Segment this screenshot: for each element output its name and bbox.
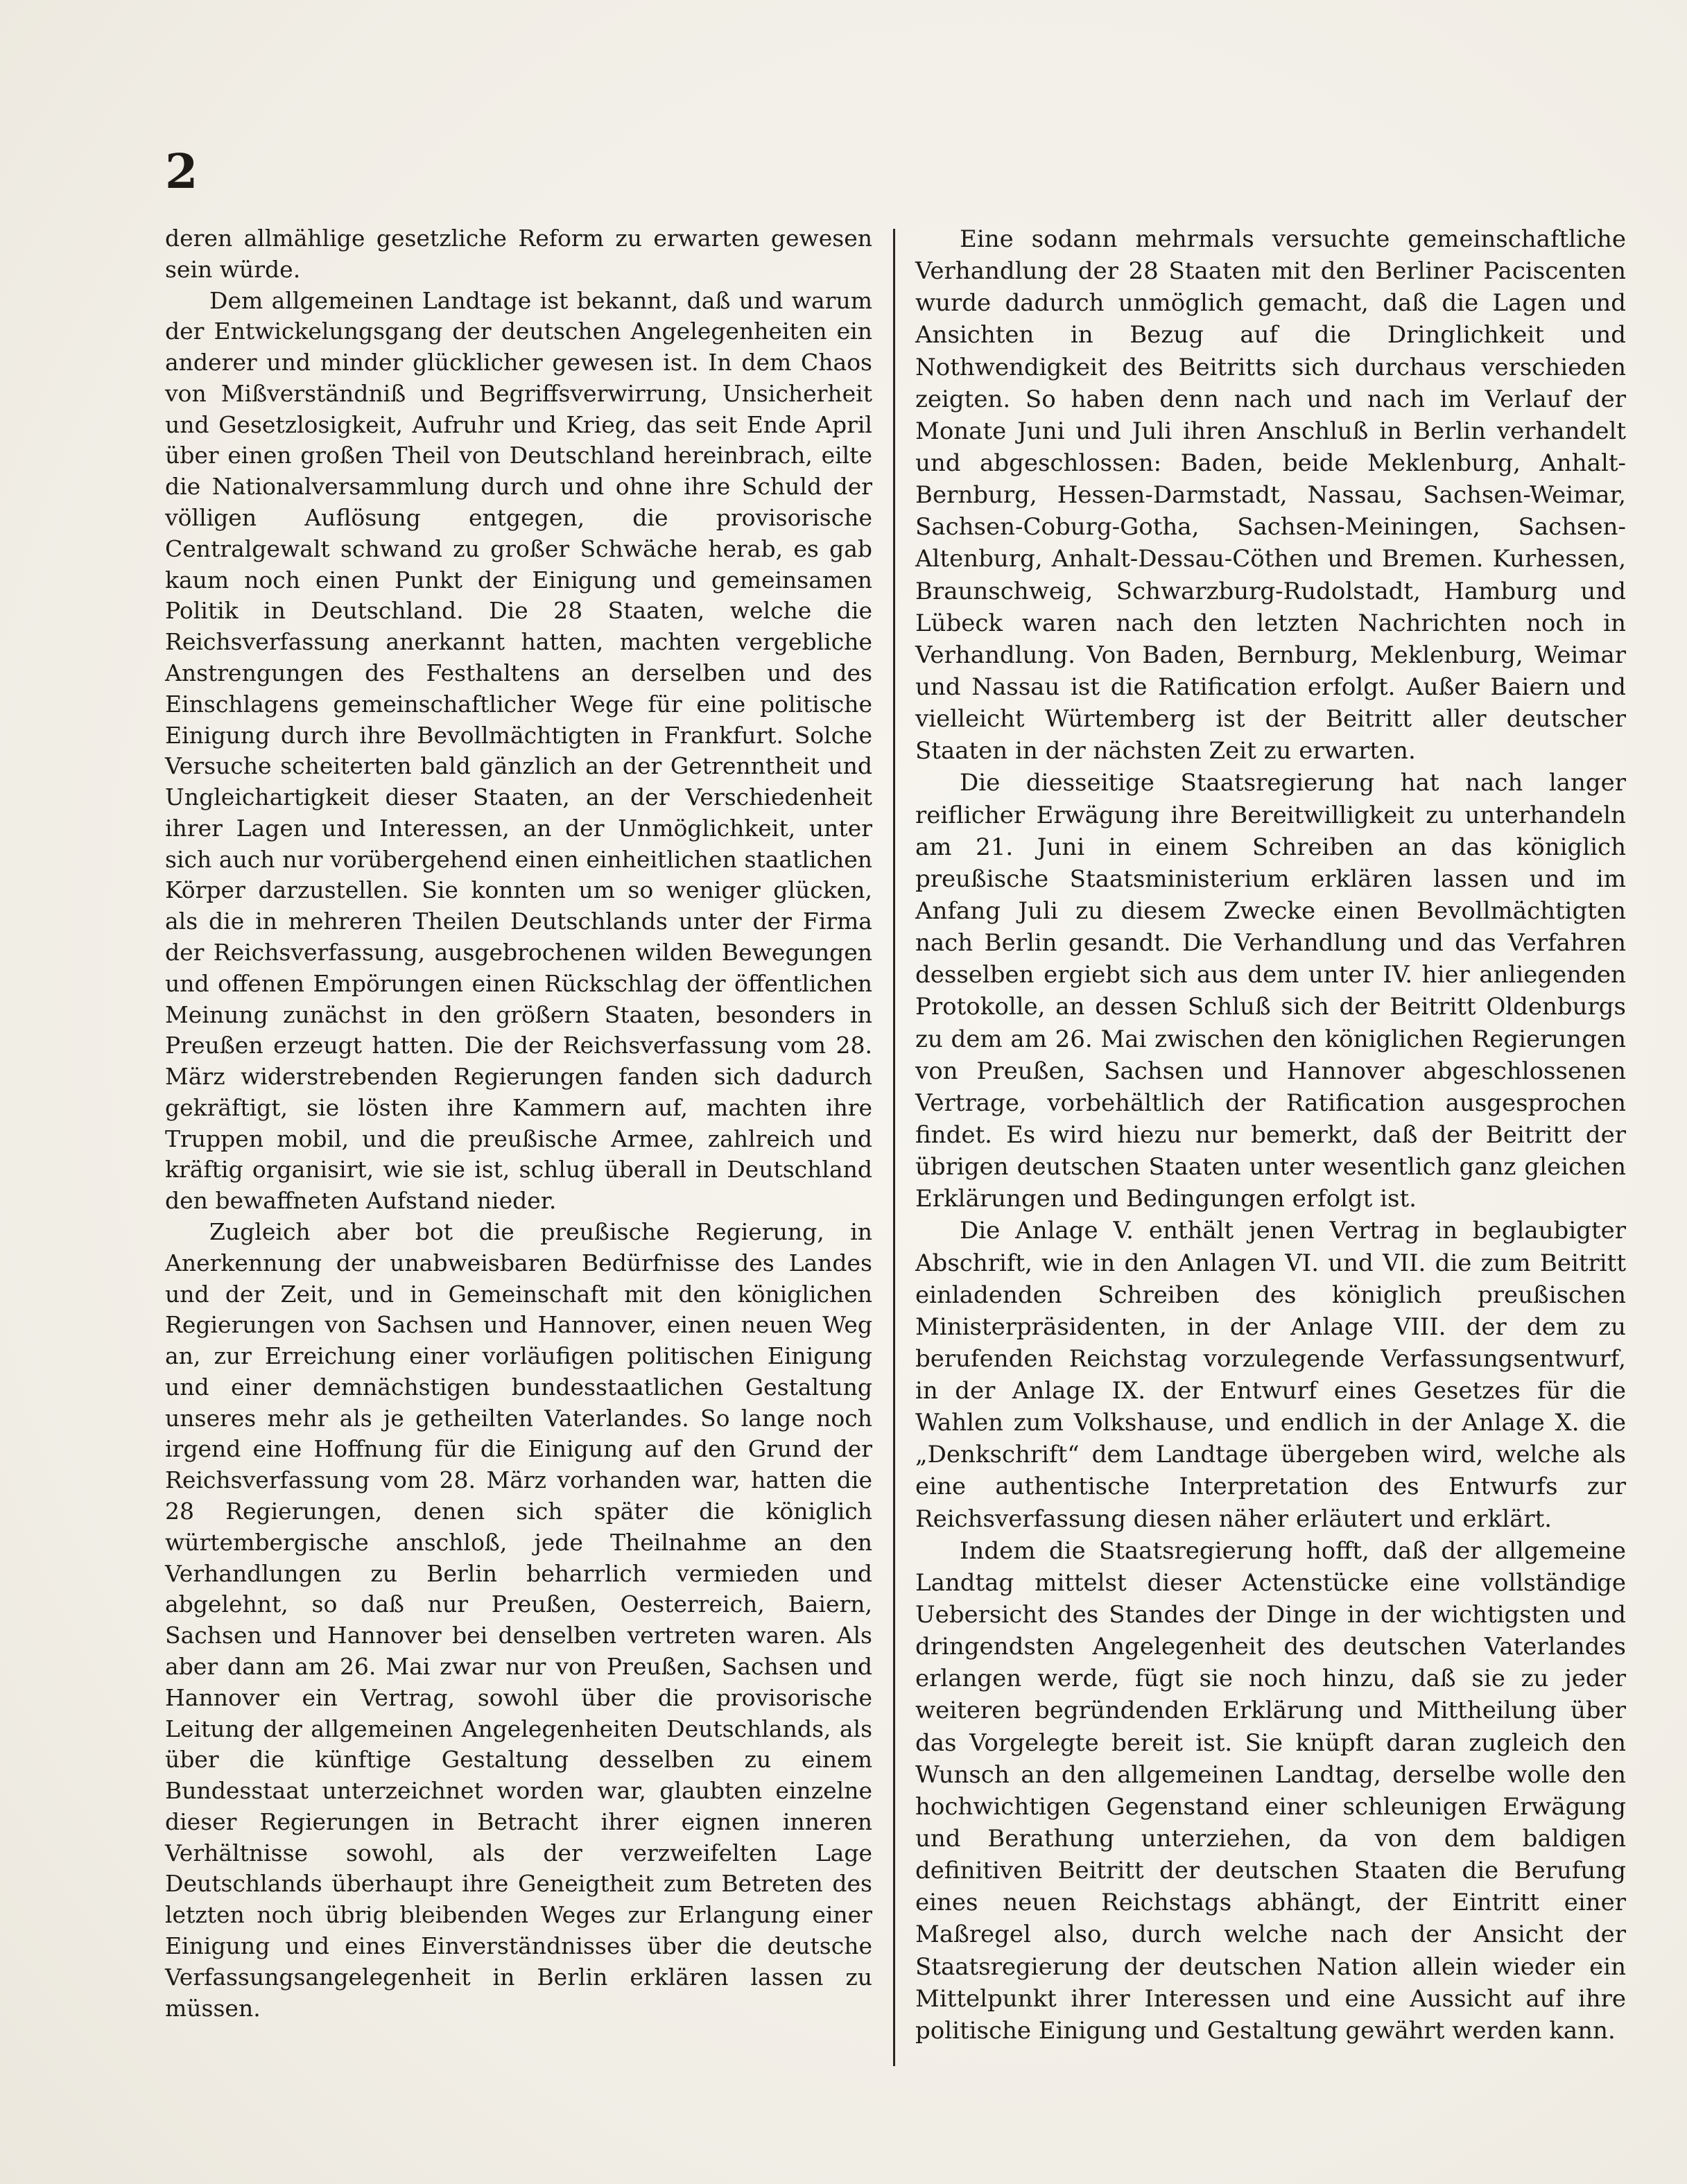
paragraph: Dem allgemeinen Landtage ist bekannt, daß und warum der Entwickelungsgang der deutschen Angelegenheiten ein anderer und minder glücklicher gewesen ist. In dem Chaos von Mißverständniß und Begriffsverwirrung, Unsicherheit und Gesetzlosigkeit, Aufruhr und Krieg, das seit Ende April über einen großen Theil von Deutschland hereinbrach, eilte die Nationalversammlung durch und ohne ihre Schuld der völligen Auflösung entgegen, die provisorische Centralgewalt schwand zu großer Schwäche herab, es gab kaum noch einen Punkt der Einigung und gemeinsamen Politik in Deutschland. Die 28 Staaten, welche die Reichsverfassung anerkannt hatten, machten vergebliche Anstrengungen des Festhaltens an derselben und des Einschlagens gemeinschaftlicher Wege für eine politische Einigung durch ihre Bevollmächtigten in Frankfurt. Solche Versuche scheiterten bald gänzlich an der Getrenntheit und Ungleichartigkeit dieser Staaten, an der Verschiedenheit ihrer Lagen und Interessen, an der Unmöglichkeit, unter sich auch nur vorübergehend einen einheitlichen staatlichen Körper darzustellen. Sie konnten um so weniger glücken, als die in mehreren Theilen Deutschlands unter der Firma der Reichsverfassung, ausgebrochenen wilden Bewegungen und offenen Empörungen einen Rückschlag der öffentlichen Meinung zunächst in den größern Staaten, besonders in Preußen erzeugt hatten. Die der Reichsverfassung vom 28. März widerstrebenden Regierungen fanden sich dadurch gekräftigt, sie lösten ihre Kammern auf, machten ihre Truppen mobil, und die preußische Armee, zahlreich und kräftig organisirt, wie sie ist, schlug überall in Deutschland den bewaffneten Aufstand nieder.	[165, 286, 872, 1215]
left-column	[165, 223, 872, 2024]
column-divider	[893, 229, 895, 2066]
paragraph: Eine sodann mehrmals versuchte gemeinschaftliche Verhandlung der 28 Staaten mit den Berliner Paciscenten wurde dadurch unmöglich gemacht, daß die Lagen und Ansichten in Bezug auf die Dringlichkeit und Nothwendigkeit des Beitritts sich durchaus verschieden zeigten. So haben denn nach und nach im Verlauf der Monate Juni und Juli ihren Anschluß in Berlin verhandelt und abgeschlossen: Baden, beide Meklenburg, Anhalt-Bernburg, Hessen-Darmstadt, Nassau, Sachsen-Weimar, Sachsen-Coburg-Gotha, Sachsen-Meiningen, Sachsen-Altenburg, Anhalt-Dessau-Cöthen und Bremen. Kurhessen, Braunschweig, Schwarzburg-Rudolstadt, Hamburg und Lübeck waren nach den letzten Nachrichten noch in Verhandlung. Von Baden, Bernburg, Meklenburg, Weimar und Nassau ist die Ratification erfolgt. Außer Baiern und vielleicht Würtemberg ist der Beitritt aller deutscher Staaten in der nächsten Zeit zu erwarten.	[915, 225, 1626, 765]
paragraph: Indem die Staatsregierung hofft, daß der allgemeine Landtag mittelst dieser Actenstücke eine vollständige Uebersicht des Standes der Dinge in der wichtigsten und dringendsten Angelegenheit des deutschen Vaterlandes erlangen werde, fügt sie noch hinzu, daß sie zu jeder weiteren begründenden Erklärung und Mittheilung über das Vorgelegte bereit ist. Sie knüpft daran zugleich den Wunsch an den allgemeinen Landtag, derselbe wolle den hochwichtigen Gegenstand einer schleunigen Erwägung und Berathung unterziehen, da von dem baldigen definitiven Beitritt der deutschen Staaten die Berufung eines neuen Reichstags abhängt, der Eintritt einer Maßregel also, durch welche nach der Ansicht der Staatsregierung der deutschen Nation allein wieder ein Mittelpunkt ihrer Interessen und eine Aussicht auf ihre politische Einigung und Gestaltung gewährt werden kann.	[915, 1536, 1626, 2045]
paragraph: Zugleich aber bot die preußische Regierung, in Anerkennung der unabweisbaren Bedürfnisse des Landes und der Zeit, und in Gemeinschaft mit den königlichen Regierungen von Sachsen und Hannover, einen neuen Weg an, zur Erreichung einer vorläufigen politischen Einigung und einer demnächstigen bundesstaatlichen Gestaltung unseres mehr als je getheilten Vaterlandes. So lange noch irgend eine Hoffnung für die Einigung auf den Grund der Reichsverfassung vom 28. März vorhanden war, hatten die 28 Regierungen, denen sich später die königlich würtembergische anschloß, jede Theilnahme an den Verhandlungen zu Berlin beharrlich vermieden und abgelehnt, so daß nur Preußen, Oesterreich, Baiern, Sachsen und Hannover bei denselben vertreten waren. Als aber dann am 26. Mai zwar nur von Preußen, Sachsen und Hannover ein Vertrag, sowohl über die provisorische Leitung der allgemeinen Angelegenheiten Deutschlands, als über die künftige Gestaltung desselben zu einem Bundesstaat unterzeichnet worden war, glaubten einzelne dieser Regierungen in Betracht ihrer eignen inneren Verhältnisse sowohl, als der verzweifelten Lage Deutschlands überhaupt ihre Geneigtheit zum Betreten des letzten noch übrig bleibenden Weges zur Erlangung einer Einigung und eines Einverständnisses über die deutsche Verfassungsangelegenheit in Berlin erklären lassen zu müssen.	[165, 1218, 872, 2022]
paragraph: deren allmählige gesetzliche Reform zu erwarten gewesen sein würde.	[165, 225, 872, 283]
right-column	[915, 223, 1626, 2047]
paragraph: Die Anlage V. enthält jenen Vertrag in beglaubigter Abschrift, wie in den Anlagen VI. und VII. die zum Beitritt einladenden Schreiben des königlich preußischen Ministerpräsidenten, in der Anlage VIII. der dem zu berufenden Reichstag vorzulegende Verfassungsentwurf, in der Anlage IX. der Entwurf eines Gesetzes für die Wahlen zum Volkshause, und endlich in der Anlage X. die „Denkschrift“ dem Landtage übergeben wird, welche als eine authentische Interpretation des Entwurfs zur Reichsverfassung diesen näher erläutert und erklärt.	[915, 1217, 1626, 1533]
paragraph: Die diesseitige Staatsregierung hat nach langer reiflicher Erwägung ihre Bereitwilligkeit zu unterhandeln am 21. Juni in einem Schreiben an das königlich preußische Staatsministerium erklären lassen und im Anfang Juli zu diesem Zwecke einen Bevollmächtigten nach Berlin gesandt. Die Verhandlung und das Verfahren desselben ergiebt sich aus dem unter IV. hier anliegenden Protokolle, an dessen Schluß sich der Beitritt Oldenburgs zu dem am 26. Mai zwischen den königlichen Regierungen von Preußen, Sachsen und Hannover abgeschlossenen Vertrage, vorbehältlich der Ratification ausgesprochen findet. Es wird hiezu nur bemerkt, daß der Beitritt der übrigen deutschen Staaten unter wesentlich ganz gleichen Erklärungen und Bedingungen erfolgt ist.	[915, 769, 1626, 1213]
page-number: 2	[165, 144, 198, 200]
